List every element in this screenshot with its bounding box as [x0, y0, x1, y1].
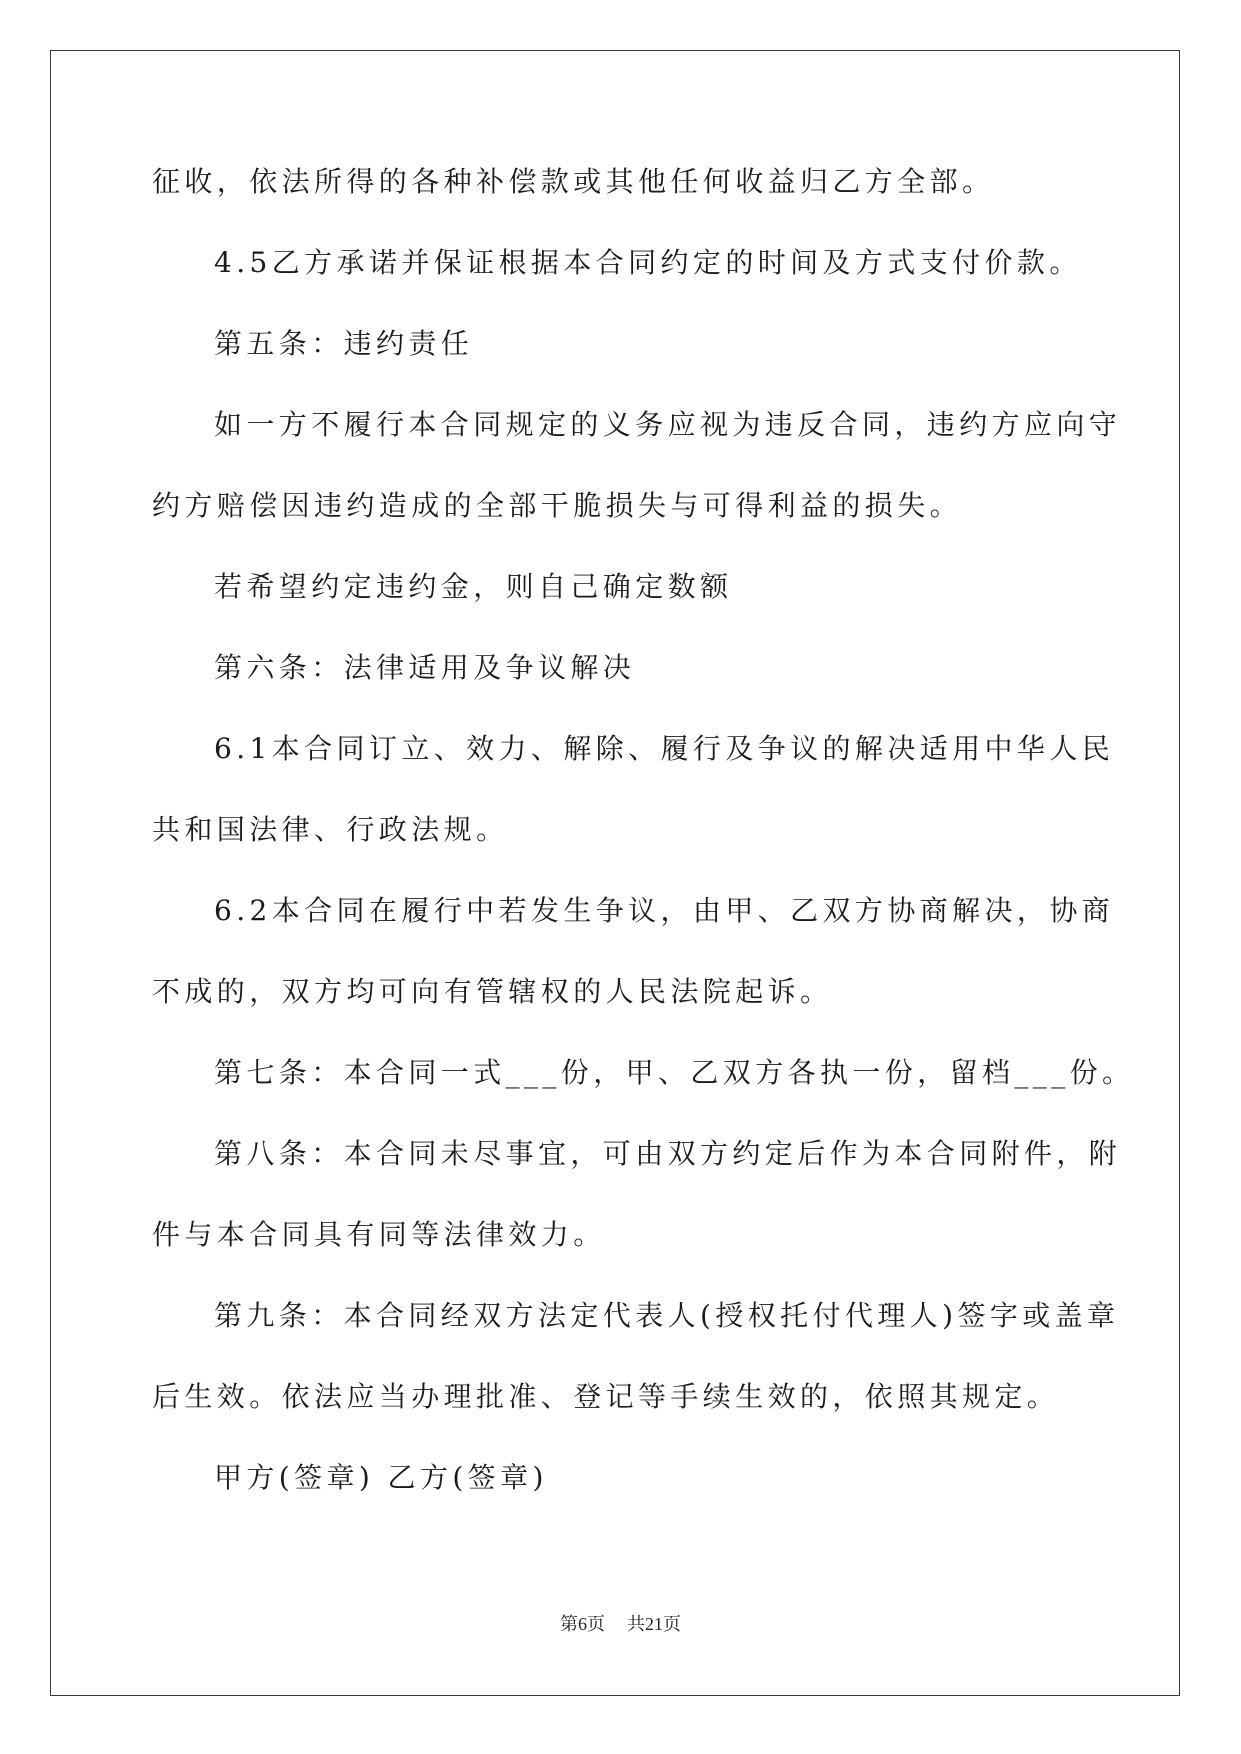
page-footer	[0, 1610, 1241, 1636]
text-line: 4.5乙方承诺并保证根据本合同约定的时间及方式支付价款。	[214, 246, 1082, 279]
text-line: 6.2本合同在履行中若发生争议，由甲、乙双方协商解决，协商	[214, 894, 1115, 927]
signature-line: 甲方(签章) 乙方(签章)	[214, 1461, 548, 1494]
page-number: 第6页	[560, 1614, 605, 1634]
section-heading: 第五条：违约责任	[214, 327, 474, 360]
text-line: 6.1本合同订立、效力、解除、履行及争议的解决适用中华人民	[214, 732, 1115, 765]
page-total: 共21页	[627, 1614, 681, 1634]
text-line: 第九条：本合同经双方法定代表人(授权托付代理人)签字或盖章	[214, 1299, 1120, 1332]
text-line: 约方赔偿因违约造成的全部干脆损失与可得利益的损失。	[152, 489, 963, 522]
text-line: 后生效。依法应当办理批准、登记等手续生效的，依照其规定。	[152, 1380, 1060, 1413]
text-line: 如一方不履行本合同规定的义务应视为违反合同，违约方应向守	[214, 408, 1122, 441]
text-line: 不成的，双方均可向有管辖权的人民法院起诉。	[152, 975, 833, 1008]
text-line: 第八条：本合同未尽事宜，可由双方约定后作为本合同附件，附	[214, 1137, 1122, 1170]
text-line: 征收，依法所得的各种补偿款或其他任何收益归乙方全部。	[152, 165, 995, 198]
text-line: 若希望约定违约金，则自己确定数额	[214, 570, 733, 603]
section-heading: 第六条：法律适用及争议解决	[214, 651, 636, 684]
text-line: 第七条：本合同一式___份，甲、乙双方各执一份，留档___份。	[214, 1056, 1135, 1089]
text-line: 共和国法律、行政法规。	[152, 813, 509, 846]
text-line: 件与本合同具有同等法律效力。	[152, 1218, 606, 1251]
page-border	[50, 50, 1180, 1696]
